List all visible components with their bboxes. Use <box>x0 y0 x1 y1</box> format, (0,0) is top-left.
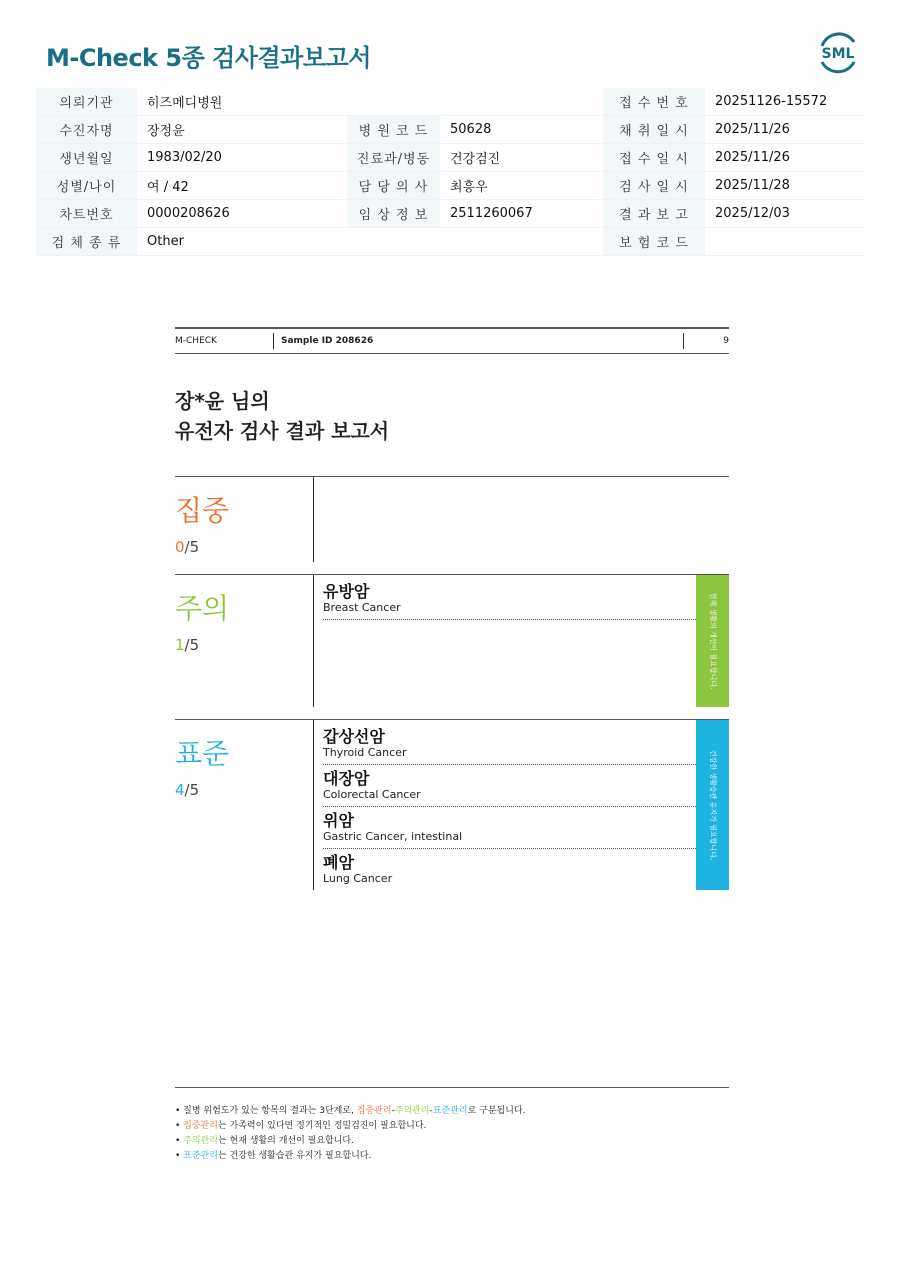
section-label-col <box>175 575 314 707</box>
info-empty <box>347 228 440 256</box>
info-value: 20251126-15572 <box>705 88 864 116</box>
item-en: Breast Cancer <box>323 601 401 614</box>
info-value: 0000208626 <box>137 200 347 228</box>
section-caution <box>175 574 729 707</box>
status-bar-caution: 현재 생활의 개선이 필요합니다. <box>696 575 729 707</box>
info-label: 검 사 일 시 <box>603 172 705 200</box>
info-value: 2025/11/26 <box>705 144 864 172</box>
logo-text: SML <box>821 46 855 62</box>
item-en: Colorectal Cancer <box>323 788 421 801</box>
info-label: 병 원 코 드 <box>347 116 440 144</box>
info-value: 50628 <box>440 116 603 144</box>
info-label: 보 험 코 드 <box>603 228 705 256</box>
heading-name: 장*윤 님의 <box>175 389 270 413</box>
info-value: 최흥우 <box>440 172 603 200</box>
header-divider <box>273 333 274 349</box>
info-empty <box>440 88 603 116</box>
status-bar-standard: 건강한 생활습관 유지가 필요합니다. <box>696 720 729 890</box>
info-row <box>36 88 864 116</box>
info-empty <box>440 228 603 256</box>
section-name: 집중 <box>175 494 230 527</box>
report-header-bar <box>175 327 729 354</box>
item-en: Thyroid Cancer <box>323 746 407 759</box>
patient-info-table <box>36 88 864 256</box>
info-label: 수진자명 <box>36 116 137 144</box>
info-value: 건강검진 <box>440 144 603 172</box>
info-value: 여 / 42 <box>137 172 347 200</box>
item-kr: 대장암 <box>323 769 370 788</box>
info-value: 히즈메디병원 <box>137 88 347 116</box>
info-label: 의뢰기관 <box>36 88 137 116</box>
info-label: 결 과 보 고 <box>603 200 705 228</box>
item-en: Lung Cancer <box>323 872 393 885</box>
list-item <box>323 848 696 890</box>
section-count: 4/5 <box>175 781 200 799</box>
item-kr: 유방암 <box>323 582 370 601</box>
sml-logo <box>816 30 860 74</box>
info-label: 접 수 번 호 <box>603 88 705 116</box>
item-kr: 위암 <box>323 811 354 830</box>
info-row <box>36 228 864 256</box>
info-label: 담 당 의 사 <box>347 172 440 200</box>
section-focus <box>175 476 729 562</box>
info-label: 생년월일 <box>36 144 137 172</box>
note-line: • 주의관리는 현재 생활의 개선이 필요합니다. <box>175 1134 525 1149</box>
section-standard <box>175 719 729 890</box>
info-empty <box>347 88 440 116</box>
info-label: 접 수 일 시 <box>603 144 705 172</box>
info-label: 진료과/병동 <box>347 144 440 172</box>
item-kr: 폐암 <box>323 853 354 872</box>
brand-label: M-CHECK <box>175 336 217 346</box>
info-label: 채 취 일 시 <box>603 116 705 144</box>
header-divider <box>683 333 684 349</box>
info-label: 검 체 종 류 <box>36 228 137 256</box>
report-title: M-Check 5종 검사결과보고서 <box>46 44 371 72</box>
info-value <box>705 228 864 256</box>
heading-title: 유전자 검사 결과 보고서 <box>175 419 390 443</box>
list-item <box>323 722 696 765</box>
note-line: • 집중관리는 가족력이 있다면 정기적인 정밀검진이 필요합니다. <box>175 1119 525 1134</box>
info-value: 2511260067 <box>440 200 603 228</box>
section-name: 표준 <box>175 737 230 770</box>
note-line: • 표준관리는 건강한 생활습관 유지가 필요합니다. <box>175 1149 525 1164</box>
info-label: 임 상 정 보 <box>347 200 440 228</box>
list-item <box>323 806 696 849</box>
info-value: Other <box>137 228 347 256</box>
footer-divider <box>175 1087 729 1088</box>
list-item <box>323 764 696 807</box>
page-number: 9 <box>723 336 729 346</box>
info-label: 차트번호 <box>36 200 137 228</box>
sample-id: Sample ID 208626 <box>281 336 374 346</box>
section-name: 주의 <box>175 592 230 625</box>
note-line: • 질병 위험도가 있는 항목의 결과는 3단계로, 집중관리-주의관리-표준관리로 구분됩니다. <box>175 1104 525 1119</box>
section-label-col <box>175 477 314 562</box>
item-en: Gastric Cancer, intestinal <box>323 830 463 843</box>
section-count: 0/5 <box>175 538 200 556</box>
info-row <box>36 116 864 144</box>
section-label-col <box>175 720 314 890</box>
list-item <box>323 577 696 620</box>
info-value: 2025/11/28 <box>705 172 864 200</box>
info-value: 장정윤 <box>137 116 347 144</box>
section-count: 1/5 <box>175 636 200 654</box>
item-kr: 갑상선암 <box>323 727 385 746</box>
info-value: 2025/12/03 <box>705 200 864 228</box>
info-label: 성별/나이 <box>36 172 137 200</box>
info-value: 1983/02/20 <box>137 144 347 172</box>
legend-notes <box>175 1104 525 1164</box>
info-row <box>36 144 864 172</box>
info-row <box>36 172 864 200</box>
info-value: 2025/11/26 <box>705 116 864 144</box>
info-row <box>36 200 864 228</box>
